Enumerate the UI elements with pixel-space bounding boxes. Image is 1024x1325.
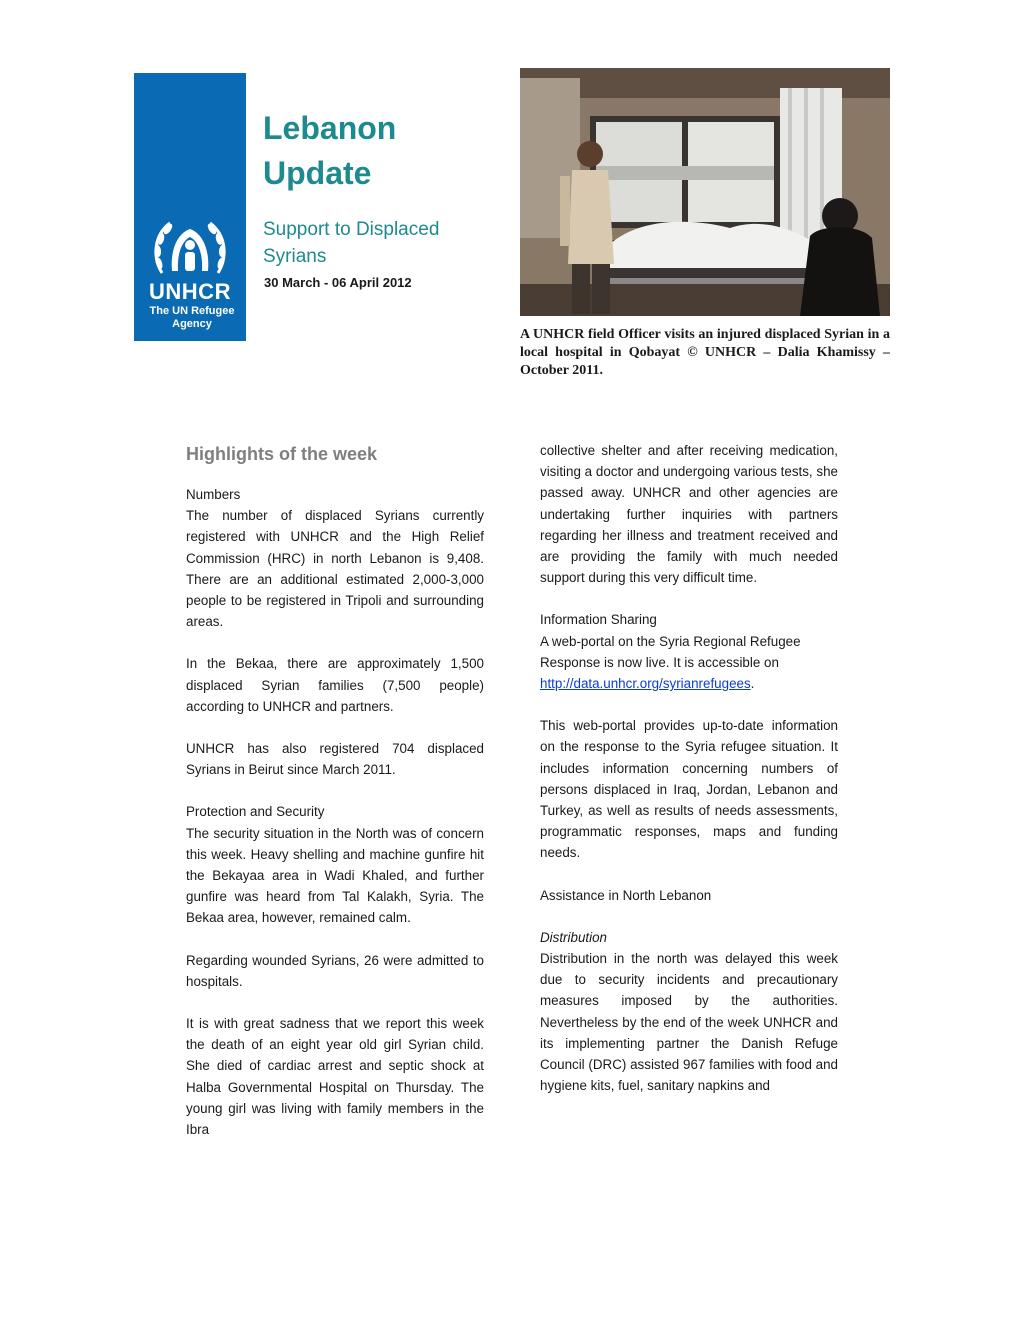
unhcr-logo: [134, 73, 246, 341]
logo-name: UNHCR: [149, 279, 231, 304]
page-title: [263, 106, 396, 196]
info-period: .: [750, 676, 755, 692]
logo-tagline: The UN Refugee Agency: [149, 305, 235, 330]
info-paragraph-text: A web-portal on the Syria Regional Refugee Response is now live. It is accessible on: [540, 633, 801, 670]
distribution-heading: Distribution: [540, 929, 607, 945]
title-line-2: Update: [263, 155, 372, 191]
numbers-paragraph-3: UNHCR has also registered 704 displaced Syrians in Beirut since March 2011.: [186, 741, 484, 778]
syria-portal-link[interactable]: http://data.unhcr.org/syrianrefugees: [540, 676, 751, 692]
information-sharing-heading: Information Sharing: [540, 612, 657, 628]
photo-caption: A UNHCR field Officer visits an injured displaced Syrian in a local hospital in Qobayat © UNHCR – Dalia Khamissy – October 2011.: [520, 327, 890, 378]
numbers-paragraph-2: In the Bekaa, there are approximately 1,500 displaced Syrian families (7,500 people) according to UNHCR and partners.: [186, 656, 484, 714]
highlights-heading: Highlights of the week: [186, 444, 378, 464]
info-paragraph-2: This web-portal provides up-to-date information on the response to the Syria refugee situation. It includes information concerning numbers of persons displaced in Iraq, Jordan, Lebanon and Turkey, as well as results of needs assessments, programmatic responses, maps and funding needs.: [540, 718, 838, 861]
info-paragraph-1: [540, 631, 838, 695]
left-column: [186, 440, 484, 1140]
right-column: [540, 440, 838, 1096]
report-dates: 30 March - 06 April 2012: [264, 275, 412, 290]
hospital-room-illustration: [520, 68, 890, 316]
numbers-heading: Numbers: [186, 487, 241, 502]
numbers-paragraph-1: The number of displaced Syrians currently registered with UNHCR and the High Relief Commission (HRC) in north Lebanon is 9,408. There are an additional estimated 2,000-3,000 people to be registered in Tripoli and surrounding areas.: [186, 508, 484, 630]
assistance-heading: Assistance in North Lebanon: [540, 887, 712, 903]
page-subtitle: Support to Displaced Syrians: [263, 219, 440, 267]
protection-paragraph-1: The security situation in the North was of concern this week. Heavy shelling and machine gunfire hit the Bekayaa area in Wadi Khaled, and further gunfire was heard from Tal Kalakh, Syria. The Bekaa area, however, remained calm.: [186, 825, 484, 926]
continued-paragraph: collective shelter and after receiving medication, visiting a doctor and undergoing various tests, she passed away. UNHCR and other agencies are undertaking further inquiries with partners regarding her illness and treatment received and are providing the family with much needed support during this very difficult time.: [540, 443, 838, 586]
distribution-paragraph: Distribution in the north was delayed this week due to security incidents and precautionary measures imposed by the authorities. Nevertheless by the end of the week UNHCR and its implementing partner the Danish Refuge Council (DRC) assisted 967 families with food and hygiene kits, fuel, sanitary napkins and: [540, 951, 838, 1094]
protection-paragraph-2: Regarding wounded Syrians, 26 were admitted to hospitals.: [186, 952, 484, 989]
title-line-1: Lebanon: [263, 110, 397, 146]
protection-heading: Protection and Security: [186, 804, 325, 820]
protection-paragraph-3: It is with great sadness that we report this week the death of an eight year old girl Syrian child. She died of cardiac arrest and septic shock at Halba Governmental Hospital on Thursday. The young girl was living with family members in the Ibra: [186, 1016, 484, 1138]
hospital-photo: [520, 68, 890, 316]
